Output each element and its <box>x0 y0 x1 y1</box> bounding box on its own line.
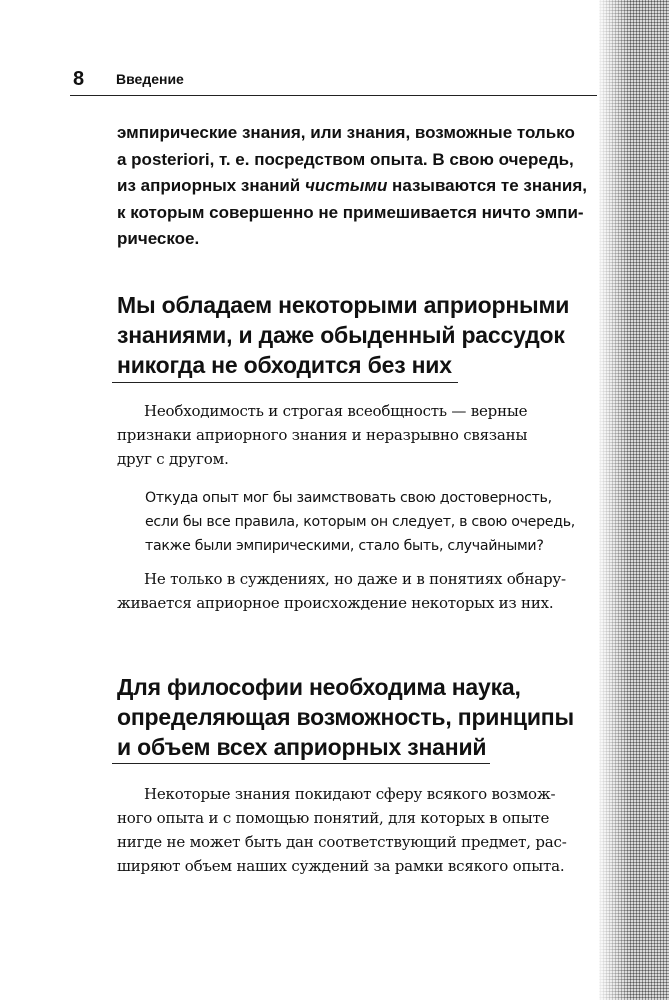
paragraph-line: нигде не может быть дан соответствующий предмет, рас- <box>117 833 567 851</box>
heading-line: и объем всех априорных знаний <box>117 734 487 760</box>
body-paragraph <box>117 399 595 471</box>
heading-line: Мы обладаем некоторыми априорными <box>117 292 570 318</box>
intro-segment: называются те знания, <box>387 176 587 195</box>
heading-line: знаниями, и даже обыденный рассудок <box>117 322 565 348</box>
header-divider <box>70 95 597 96</box>
heading-line: Для философии необходима наука, <box>117 674 521 700</box>
heading-line: определяющая возможность, принципы <box>117 704 574 730</box>
paragraph-line: ширяют объем наших суждений за рамки всякого опыта. <box>117 857 565 875</box>
intro-line: эмпирические знания, или знания, возможные только <box>117 123 575 142</box>
heading-line: никогда не обходится без них <box>117 352 452 378</box>
emphasis-term: чистыми <box>304 176 388 195</box>
section-heading <box>117 290 595 380</box>
body-paragraph <box>117 782 595 878</box>
paragraph-line: Некоторые знания покидают сферу всякого возмож- <box>144 785 556 803</box>
paragraph-line: живается априорное происхождение некоторых из них. <box>117 594 554 612</box>
quote-line: Откуда опыт мог бы заимствовать свою достоверность, <box>145 490 552 506</box>
paragraph-line: друг с другом. <box>117 450 229 468</box>
intro-paragraph <box>117 120 595 253</box>
paragraph-line: ного опыта и с помощью понятий, для которых в опыте <box>117 809 550 827</box>
intro-line: a posteriori, т. е. посредством опыта. В свою очередь, <box>117 149 574 169</box>
paragraph-line: признаки априорного знания и неразрывно связаны <box>117 426 528 444</box>
body-paragraph <box>117 567 595 615</box>
halftone-margin-strip <box>599 0 669 1000</box>
quote-block <box>145 486 597 558</box>
intro-segment: из априорных знаний <box>117 176 305 195</box>
intro-line: к которым совершенно не примешивается ничто эмпи- <box>117 202 584 222</box>
heading-underline <box>112 763 490 764</box>
heading-underline <box>112 382 458 383</box>
running-head: Введение <box>116 71 184 87</box>
page-number: 8 <box>73 68 85 90</box>
quote-line: также были эмпирическими, стало быть, случайными? <box>145 538 544 554</box>
quote-line: если бы все правила, которым он следует, в свою очередь, <box>145 514 575 530</box>
intro-line <box>117 173 595 200</box>
paragraph-line: Не только в суждениях, но даже и в понятиях обнару- <box>144 570 566 588</box>
paragraph-line: Необходимость и строгая всеобщность — верные <box>144 402 528 420</box>
section-heading <box>117 672 595 762</box>
intro-line: рическое. <box>117 229 200 248</box>
